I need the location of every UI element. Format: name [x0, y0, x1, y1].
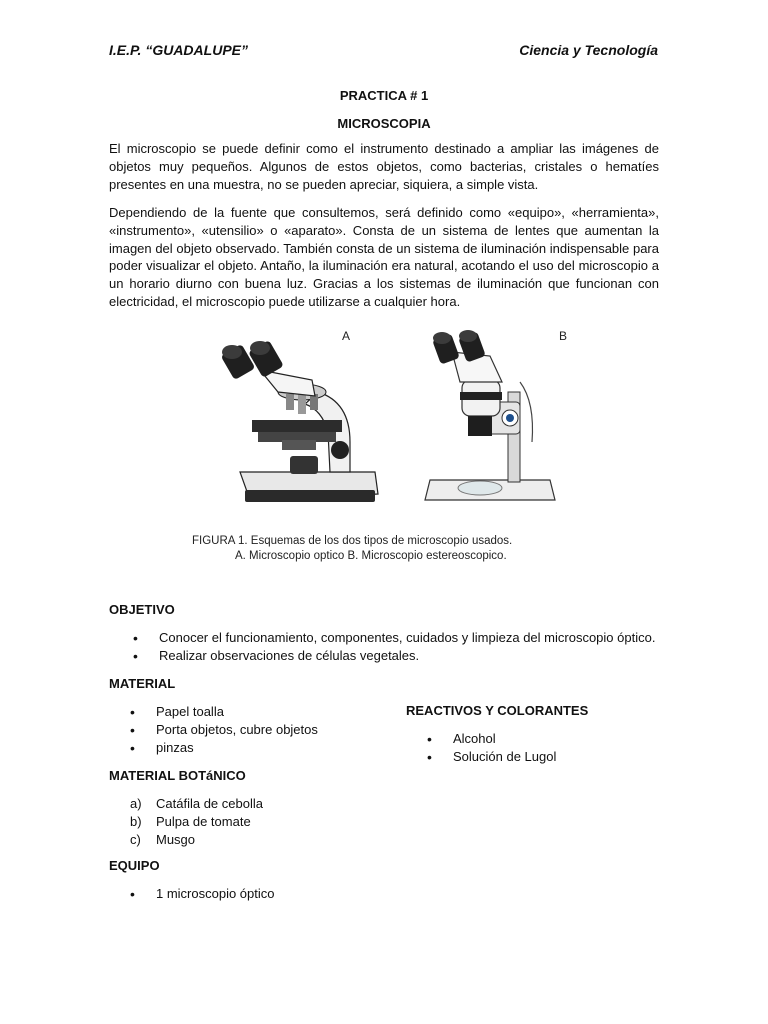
equipo-heading: EQUIPO: [109, 858, 160, 873]
page-subtitle: MICROSCOPIA: [337, 116, 431, 131]
list-marker: a): [130, 796, 142, 811]
list-item-text: Porta objetos, cubre objetos: [156, 722, 318, 737]
objetivo-list: [133, 629, 655, 665]
list-item-text: Realizar observaciones de células vegetales.: [159, 648, 420, 663]
list-item: [133, 629, 655, 647]
material-botanico-list: [130, 795, 263, 849]
list-item: [130, 813, 263, 831]
list-item: [130, 885, 275, 903]
description-paragraph: Dependiendo de la fuente que consultemos, será definido como «equipo», «herramienta», «instrumento», «utensilio» o «aparato». Consta de un sistema de lentes que aumentan la imagen del objeto observado. También consta de un sistema de iluminación indispensable para poder visualizar el objeto. Antaño, la iluminación era natural, acotando el uso del microscopio a un horario diurno con buena luz. Gracias a los sistemas de iluminación que funcionan con electricidad, el microscopio puede utilizarse a cualquier hora.: [109, 205, 659, 309]
material-list: [130, 703, 318, 757]
list-item: [130, 703, 318, 721]
list-item-text: Conocer el funcionamiento, componentes, cuidados y limpieza del microscopio óptico.: [159, 630, 656, 645]
list-item-text: Solución de Lugol: [453, 749, 557, 764]
list-item-text: Pulpa de tomate: [156, 814, 251, 829]
list-item-text: Musgo: [156, 832, 196, 847]
header-school: I.E.P. “GUADALUPE”: [109, 42, 248, 58]
header-subject: Ciencia y Tecnología: [519, 42, 658, 58]
list-item: [133, 647, 655, 665]
list-item-text: 1 microscopio óptico: [156, 886, 275, 901]
list-item-text: Catáfila de cebolla: [156, 796, 263, 811]
reactivos-list: [427, 730, 556, 766]
page-title: PRACTICA # 1: [339, 88, 429, 103]
equipo-list: [130, 885, 275, 903]
list-item: [130, 721, 318, 739]
material-botanico-heading: MATERIAL BOTáNICO: [109, 768, 246, 783]
list-item-text: Alcohol: [453, 731, 496, 746]
list-item-text: Papel toalla: [156, 704, 224, 719]
list-marker: b): [130, 814, 142, 829]
reactivos-heading: REACTIVOS Y COLORANTES: [406, 703, 589, 718]
figure-caption-line1: FIGURA 1. Esquemas de los dos tipos de microscopio usados.: [192, 535, 513, 547]
list-item: [130, 831, 263, 849]
optical-microscope-image: [221, 340, 378, 502]
microscope-illustration: [190, 322, 580, 567]
material-heading: MATERIAL: [109, 676, 176, 691]
figure-caption-line2: A. Microscopio optico B. Microscopio estereoscopico.: [235, 550, 507, 562]
list-item: [427, 748, 556, 766]
stereo-microscope-image: [425, 330, 555, 500]
objetivo-heading: OBJETIVO: [109, 602, 175, 617]
list-item: [130, 739, 318, 757]
list-item-text: pinzas: [156, 740, 194, 755]
intro-paragraph: El microscopio se puede definir como el instrumento destinado a ampliar las imágenes de objetos muy pequeños. Algunos de estos objetos, como bacterias, cristales o hematíes presentes en una muestra, no se pueden apreciar, siquiera, a simple vista.: [109, 141, 659, 192]
microscope-figure: [190, 322, 580, 567]
list-item: [130, 795, 263, 813]
figure-label-a: A: [342, 329, 351, 343]
figure-label-b: B: [559, 329, 568, 343]
list-marker: c): [130, 832, 141, 847]
list-item: [427, 730, 556, 748]
